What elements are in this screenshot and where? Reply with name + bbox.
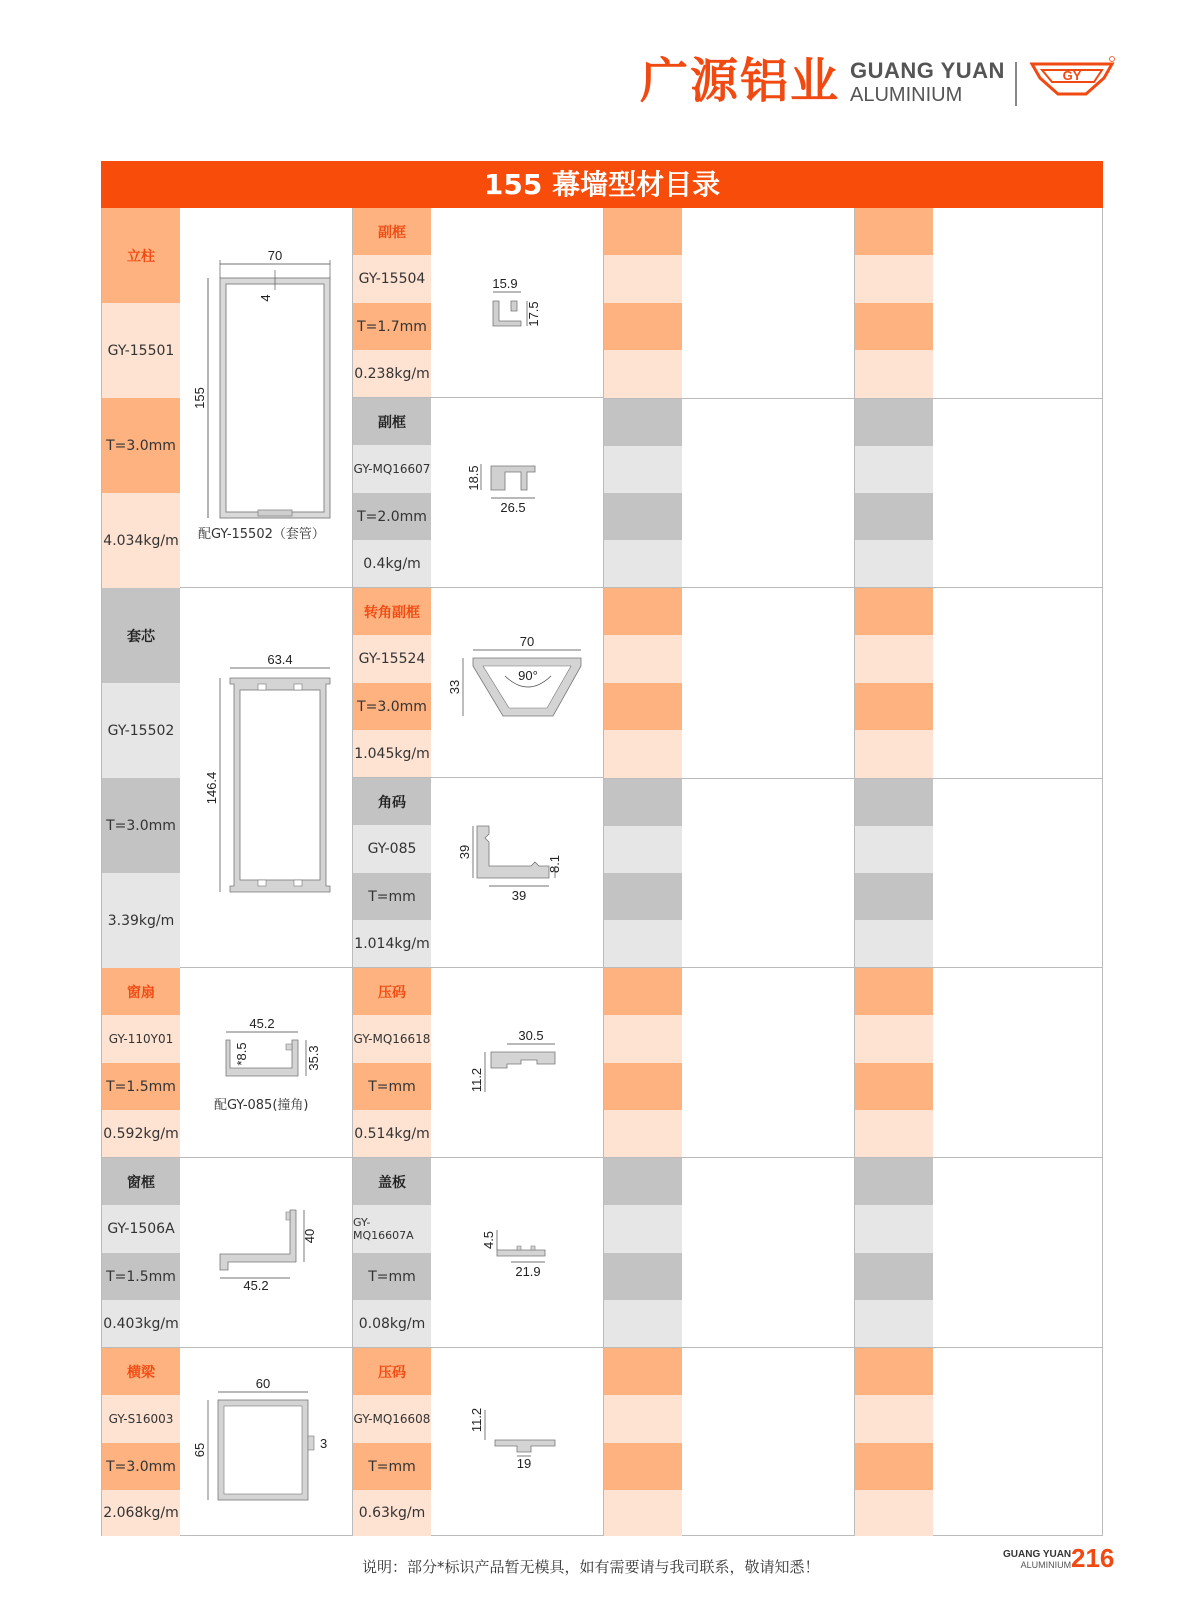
profile-drawing [431,778,603,968]
product-thickness: T=1.7mm [353,303,431,350]
dimension-label: 11.2 [469,1407,484,1433]
product-card [102,588,352,967]
profile-drawing [180,208,352,587]
product-weight: 0.514kg/m [353,1110,431,1157]
product-weight: 0.592kg/m [102,1110,180,1157]
dimension-label: 155 [192,387,207,409]
product-thickness: T=1.5mm [102,1253,180,1300]
product-card [102,208,352,587]
dimension-label: 11.2 [469,1067,484,1093]
product-name: 窗扇 [102,968,180,1015]
dimension-label: 65 [192,1442,207,1458]
product-thickness: T=1.5mm [102,1063,180,1110]
product-name: 盖板 [353,1158,431,1205]
product-card [353,1158,603,1347]
dimension-label: 21.9 [515,1264,541,1279]
profile-drawing [431,208,603,398]
dimension-label: 30.5 [518,1028,544,1043]
profile-drawing [431,1348,603,1536]
product-name: 立柱 [102,208,180,303]
profile-drawing [431,968,603,1157]
logo-divider [1015,62,1017,106]
empty-slot [604,208,854,587]
dimension-label: 26.5 [500,500,526,515]
dimension-label: 39 [511,888,527,903]
product-weight: 1.014kg/m [353,920,431,967]
profile-catalog-grid [101,208,1103,1536]
catalog-band-3 [102,968,1102,1158]
product-weight: 3.39kg/m [102,873,180,968]
empty-slot [604,1348,854,1536]
logo-english-line1: GUANG YUAN [850,58,1005,83]
dimension-label: 39 [457,844,472,860]
dimension-label: 90° [518,668,538,683]
product-code: GY-MQ16607 [353,445,431,493]
dimension-label: 70 [519,634,535,649]
dimension-label: 18.5 [466,465,481,491]
product-weight: 0.63kg/m [353,1490,431,1536]
product-code: GY-MQ16608 [353,1395,431,1443]
profile-drawing [431,398,603,588]
product-name: 角码 [353,778,431,825]
dimension-label: 70 [267,248,283,263]
dimension-label: 60 [255,1376,271,1391]
product-thickness: T=mm [353,873,431,920]
product-name: 窗框 [102,1158,180,1205]
product-name: 副框 [353,208,431,255]
page-number: 216 [1071,1543,1115,1573]
product-weight: 0.4kg/m [353,540,431,587]
product-code: GY-15504 [353,255,431,303]
product-name: 副框 [353,398,431,445]
empty-slot [604,588,854,967]
product-weight: 1.045kg/m [353,730,431,777]
profile-drawing [180,968,352,1157]
product-card-stack [353,588,603,967]
profile-caption: 配GY-15502（套管） [198,527,325,542]
product-card [353,1348,603,1536]
dimension-label: 63.4 [267,652,293,667]
product-card [353,968,603,1157]
footer-brand-line2: ALUMINIUM [1020,1560,1072,1570]
dimension-label: 146.4 [204,771,219,805]
product-weight: 0.238kg/m [353,350,431,397]
product-code: GY-110Y01 [102,1015,180,1063]
product-code: GY-MQ16607A [353,1205,431,1253]
product-name: 套芯 [102,588,180,683]
catalog-band-1 [102,208,1102,588]
footer-brand [1003,1549,1071,1570]
profile-drawing [180,1348,352,1536]
product-code: GY-MQ16618 [353,1015,431,1063]
profile-caption: 配GY-085(撞角) [214,1098,309,1113]
product-card-stack [353,208,603,587]
dimension-label: 4 [258,294,273,302]
dimension-label: 45.2 [243,1278,269,1293]
profile-drawing [431,1158,603,1347]
dimension-label: 8.1 [547,854,562,874]
product-card [353,208,603,398]
dimension-label: 15.9 [492,276,518,291]
empty-slot [604,968,854,1157]
dimension-label: 33 [447,679,462,695]
footer-note: 说明：部分*标识产品暂无模具，如有需要请与我司联系，敬请知悉！ [362,1558,820,1576]
product-code: GY-S16003 [102,1395,180,1443]
product-thickness: T=3.0mm [102,1443,180,1490]
profile-drawing [431,588,603,778]
dimension-label: 4.5 [481,1230,496,1250]
product-thickness: T=mm [353,1253,431,1300]
product-card [102,1348,352,1536]
profile-drawing [180,1158,352,1347]
dimension-label: 19 [516,1456,532,1471]
product-card [353,398,603,588]
catalog-title: 155 幕墙型材目录 [101,161,1103,208]
product-name: 压码 [353,968,431,1015]
dimension-label: 35.3 [306,1045,321,1071]
logo-mark-text: GY [1062,68,1082,83]
dimension-label: *8.5 [234,1042,249,1066]
product-card [353,778,603,968]
product-weight: 2.068kg/m [102,1490,180,1536]
empty-slot [855,968,1102,1157]
product-weight: 0.08kg/m [353,1300,431,1347]
catalog-band-5 [102,1348,1102,1536]
product-name: 压码 [353,1348,431,1395]
product-code: GY-15502 [102,683,180,778]
product-name: 横梁 [102,1348,180,1395]
product-weight: 4.034kg/m [102,493,180,588]
product-thickness: T=3.0mm [353,683,431,730]
empty-slot [604,1158,854,1347]
product-code: GY-15501 [102,303,180,398]
empty-slot [855,208,1102,587]
logo-english-line2: ALUMINIUM [850,84,963,106]
logo-chinese-name: 广源铝业 [640,53,841,109]
brand-logo [640,52,1120,112]
dimension-label: 17.5 [526,301,541,327]
product-thickness: T=mm [353,1443,431,1490]
product-code: GY-15524 [353,635,431,683]
product-thickness: T=3.0mm [102,778,180,873]
product-thickness: T=2.0mm [353,493,431,540]
dimension-label: 40 [302,1228,317,1244]
empty-slot [855,1348,1102,1536]
product-card [102,1158,352,1347]
product-card [102,968,352,1157]
catalog-band-4 [102,1158,1102,1348]
product-code: GY-085 [353,825,431,873]
empty-slot [855,588,1102,967]
product-thickness: T=3.0mm [102,398,180,493]
footer-brand-line1: GUANG YUAN [1003,1549,1072,1560]
empty-slot [855,1158,1102,1347]
product-thickness: T=mm [353,1063,431,1110]
product-card [353,588,603,778]
product-code: GY-1506A [102,1205,180,1253]
catalog-band-2 [102,588,1102,968]
dimension-label: 45.2 [249,1016,275,1031]
profile-drawing [180,588,352,967]
brand-emblem-icon [1028,56,1116,106]
dimension-label: 3 [320,1436,328,1451]
product-name: 转角副框 [353,588,431,635]
product-weight: 0.403kg/m [102,1300,180,1347]
